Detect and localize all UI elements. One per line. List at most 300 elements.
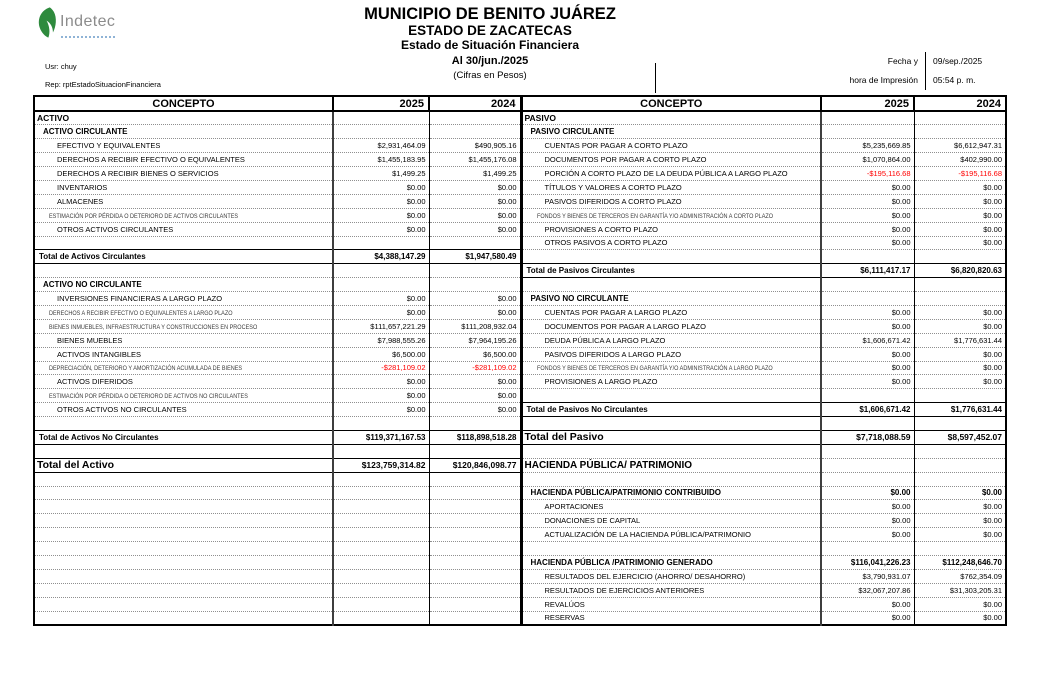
- row-value: $0.00: [914, 611, 1006, 625]
- row-value: [821, 444, 914, 458]
- print-info-values: [933, 52, 1033, 90]
- row-value: $0.00: [821, 514, 914, 528]
- row-label: [521, 375, 821, 389]
- row-label: [521, 556, 821, 570]
- row-value: $0.00: [821, 180, 914, 194]
- row-value: [333, 542, 429, 556]
- table-row: [34, 583, 1006, 597]
- row-label-text: ACTIVO CIRCULANTE: [43, 127, 128, 137]
- table-row: [34, 153, 1006, 167]
- row-label-text: HACIENDA PÚBLICA/ PATRIMONIO: [524, 459, 693, 471]
- row-value: [821, 278, 914, 292]
- row-label: [34, 556, 333, 570]
- row-value: $118,898,518.28: [429, 430, 521, 444]
- row-label-text: ACTIVO NO CIRCULANTE: [43, 280, 142, 290]
- table-row: [34, 556, 1006, 570]
- row-label: [521, 458, 821, 472]
- table-row: [34, 542, 1006, 556]
- row-label: [521, 583, 821, 597]
- row-label: [34, 278, 333, 292]
- table-row: [34, 319, 1006, 333]
- row-value: [333, 583, 429, 597]
- row-label: [521, 542, 821, 556]
- row-label: [34, 111, 333, 125]
- table-row: [34, 611, 1006, 625]
- row-value: $0.00: [821, 305, 914, 319]
- print-label-line1: Fecha y: [887, 56, 918, 66]
- row-value: [914, 278, 1006, 292]
- row-value: [429, 528, 521, 542]
- row-value: $123,759,314.82: [333, 458, 429, 472]
- row-label: [34, 180, 333, 194]
- row-label-text: PROVISIONES A LARGO PLAZO: [544, 377, 658, 387]
- row-label-text: OTROS ACTIVOS NO CIRCULANTES: [57, 405, 187, 415]
- table-row: [34, 264, 1006, 278]
- row-label-text: HACIENDA PÚBLICA/PATRIMONIO CONTRIBUIDO: [530, 488, 722, 498]
- row-value: $1,606,671.42: [821, 403, 914, 417]
- table-row: [34, 111, 1006, 125]
- row-value: $0.00: [914, 514, 1006, 528]
- table-row: [34, 167, 1006, 181]
- row-label: [34, 611, 333, 625]
- title-fecha-corte: Al 30/jun./2025: [451, 55, 529, 67]
- row-value: $0.00: [429, 194, 521, 208]
- row-label-text: ALMACENES: [57, 196, 104, 206]
- row-label: [521, 292, 821, 306]
- row-value: [821, 472, 914, 486]
- row-value: [429, 486, 521, 500]
- row-label-text: DEPRECIACIÓN, DETERIORO Y AMORTIZACIÓN ACUMULADA DE BIENES: [49, 365, 243, 373]
- row-value: $119,371,167.53: [333, 430, 429, 444]
- row-label-text: Total de Activos Circulantes: [39, 252, 146, 262]
- row-label: [521, 486, 821, 500]
- row-label: [521, 180, 821, 194]
- row-label-text: RESULTADOS DE EJERCICIOS ANTERIORES: [544, 585, 705, 595]
- row-value: $0.00: [821, 528, 914, 542]
- row-value: [333, 556, 429, 570]
- row-value: $0.00: [821, 222, 914, 236]
- row-label: [34, 528, 333, 542]
- row-label: [521, 153, 821, 167]
- row-label: [34, 125, 333, 139]
- row-value: $6,500.00: [429, 347, 521, 361]
- row-label-text: Total de Pasivos Circulantes: [526, 266, 635, 276]
- row-label: [521, 319, 821, 333]
- row-value: $1,499.25: [333, 167, 429, 181]
- row-label-text: BIENES INMUEBLES, INFRAESTRUCTURA Y CONSTRUCCIONES EN PROCESO: [49, 323, 258, 331]
- row-value: $0.00: [333, 305, 429, 319]
- row-value: [429, 542, 521, 556]
- row-label-text: TÍTULOS Y VALORES A CORTO PLAZO: [544, 182, 682, 192]
- row-label: [34, 417, 333, 431]
- table-row: [34, 444, 1006, 458]
- row-value: $0.00: [429, 305, 521, 319]
- row-value: [914, 111, 1006, 125]
- row-value: [429, 278, 521, 292]
- row-value: $1,606,671.42: [821, 333, 914, 347]
- table-row: [34, 403, 1006, 417]
- row-label-text: PASIVO: [524, 113, 556, 124]
- row-label: [521, 139, 821, 153]
- row-label-text: RESERVAS: [544, 613, 585, 623]
- row-value: $0.00: [914, 361, 1006, 375]
- row-value: [333, 125, 429, 139]
- row-label: [34, 430, 333, 444]
- row-value: $0.00: [821, 194, 914, 208]
- table-row: [34, 250, 1006, 264]
- row-label-text: ACTIVO: [37, 113, 70, 124]
- row-value: [914, 458, 1006, 472]
- table-row: [34, 194, 1006, 208]
- row-label: [521, 569, 821, 583]
- row-label-text: DERECHOS A RECIBIR EFECTIVO O EQUIVALENTES A LARGO PLAZO: [49, 309, 233, 317]
- table-row: [34, 180, 1006, 194]
- row-label: [521, 430, 821, 444]
- table-row: [34, 139, 1006, 153]
- row-value: $6,820,820.63: [914, 264, 1006, 278]
- row-value: $0.00: [821, 500, 914, 514]
- row-label: [34, 472, 333, 486]
- row-value: $7,964,195.26: [429, 333, 521, 347]
- row-label: [34, 139, 333, 153]
- row-value: [429, 569, 521, 583]
- row-value: [429, 597, 521, 611]
- row-value: [429, 444, 521, 458]
- row-value: $0.00: [429, 292, 521, 306]
- table-row: [34, 430, 1006, 444]
- row-value: [821, 111, 914, 125]
- row-label-text: INVERSIONES FINANCIERAS A LARGO PLAZO: [57, 294, 223, 304]
- row-value: $6,111,417.17: [821, 264, 914, 278]
- indetec-logo: [34, 6, 164, 46]
- row-value: [914, 542, 1006, 556]
- row-label: [521, 403, 821, 417]
- row-value: [914, 472, 1006, 486]
- row-value: [333, 472, 429, 486]
- table-row: [34, 208, 1006, 222]
- row-label: [34, 444, 333, 458]
- row-value: $1,499.25: [429, 167, 521, 181]
- row-value: $0.00: [333, 403, 429, 417]
- table-row: [34, 597, 1006, 611]
- row-value: $6,612,947.31: [914, 139, 1006, 153]
- row-label-text: INVENTARIOS: [57, 182, 108, 192]
- row-value: $1,947,580.49: [429, 250, 521, 264]
- row-label: [34, 292, 333, 306]
- row-label: [521, 194, 821, 208]
- row-label: [521, 264, 821, 278]
- row-value: [914, 389, 1006, 403]
- row-value: -$281,109.02: [333, 361, 429, 375]
- row-label-text: DOCUMENTOS POR PAGAR A CORTO PLAZO: [544, 155, 707, 165]
- row-value: $0.00: [333, 222, 429, 236]
- table-row: [34, 569, 1006, 583]
- row-label: [34, 542, 333, 556]
- row-value: [914, 250, 1006, 264]
- row-value: $0.00: [333, 194, 429, 208]
- row-value: $0.00: [914, 208, 1006, 222]
- table-row: [34, 292, 1006, 306]
- row-value: $5,235,669.85: [821, 139, 914, 153]
- row-value: [429, 417, 521, 431]
- print-label-line2: hora de Impresión: [849, 75, 918, 85]
- row-value: $0.00: [914, 347, 1006, 361]
- row-label: [521, 514, 821, 528]
- row-value: [429, 264, 521, 278]
- table-row: [34, 305, 1006, 319]
- row-label: [521, 222, 821, 236]
- table-row: [34, 389, 1006, 403]
- row-label: [521, 236, 821, 250]
- row-value: $0.00: [333, 180, 429, 194]
- table-row: [34, 458, 1006, 472]
- row-value: [333, 264, 429, 278]
- row-value: $0.00: [914, 180, 1006, 194]
- row-label-text: Total del Activo: [37, 459, 115, 472]
- table-header: [34, 96, 1006, 111]
- col-header-2025-left: 2025: [333, 96, 429, 111]
- row-label: [521, 111, 821, 125]
- row-label-text: PASIVO CIRCULANTE: [530, 127, 615, 137]
- row-value: [333, 417, 429, 431]
- row-label-text: PROVISIONES A CORTO PLAZO: [544, 224, 659, 234]
- row-value: $4,388,147.29: [333, 250, 429, 264]
- row-value: [821, 458, 914, 472]
- row-value: [333, 500, 429, 514]
- row-label: [34, 514, 333, 528]
- row-label: [521, 305, 821, 319]
- table-row: [34, 528, 1006, 542]
- row-value: $0.00: [821, 611, 914, 625]
- table-row: [34, 486, 1006, 500]
- col-header-2025-right: 2025: [821, 96, 914, 111]
- row-label: [521, 125, 821, 139]
- report-name-label: Rep: rptEstadoSituacionFinanciera: [45, 80, 161, 89]
- row-value: $31,303,205.31: [914, 583, 1006, 597]
- row-value: [821, 125, 914, 139]
- row-value: $0.00: [821, 347, 914, 361]
- row-label: [34, 389, 333, 403]
- row-label-text: OTROS ACTIVOS CIRCULANTES: [57, 224, 174, 234]
- title-cifras: (Cifras en Pesos): [453, 70, 527, 81]
- row-value: [333, 569, 429, 583]
- row-label-text: DONACIONES DE CAPITAL: [544, 516, 641, 526]
- row-value: $0.00: [914, 528, 1006, 542]
- table-row: [34, 278, 1006, 292]
- row-value: [333, 111, 429, 125]
- row-label-text: DEUDA PÚBLICA A LARGO PLAZO: [544, 335, 666, 345]
- print-time: 05:54 p. m.: [933, 75, 976, 85]
- table-row: [34, 236, 1006, 250]
- row-label: [521, 417, 821, 431]
- title-estado: ESTADO DE ZACATECAS: [408, 23, 572, 38]
- row-label: [34, 583, 333, 597]
- row-label-text: DERECHOS A RECIBIR EFECTIVO O EQUIVALENTES: [57, 155, 245, 165]
- row-value: $0.00: [333, 208, 429, 222]
- row-label-text: CUENTAS POR PAGAR A CORTO PLAZO: [544, 141, 688, 151]
- row-label-text: Total del Pasivo: [524, 431, 604, 444]
- row-value: $762,354.09: [914, 569, 1006, 583]
- row-value: $0.00: [821, 597, 914, 611]
- col-header-2024-left: 2024: [429, 96, 521, 111]
- row-label-text: PORCIÓN A CORTO PLAZO DE LA DEUDA PÚBLICA A LARGO PLAZO: [544, 169, 788, 178]
- row-label: [34, 361, 333, 375]
- row-value: $0.00: [821, 319, 914, 333]
- row-label: [34, 222, 333, 236]
- row-label-text: REVALÚOS: [544, 599, 585, 609]
- table-row: [34, 375, 1006, 389]
- row-label-text: DERECHOS A RECIBIR BIENES O SERVICIOS: [57, 169, 219, 178]
- print-info-divider: [925, 52, 926, 90]
- row-value: $0.00: [914, 597, 1006, 611]
- row-label: [34, 375, 333, 389]
- row-label-text: RESULTADOS DEL EJERCICIO (AHORRO/ DESAHORRO): [544, 571, 746, 581]
- row-label-text: DOCUMENTOS POR PAGAR A LARGO PLAZO: [544, 321, 706, 331]
- row-value: [333, 611, 429, 625]
- row-value: $0.00: [821, 236, 914, 250]
- row-value: $1,455,176.08: [429, 153, 521, 167]
- row-value: -$195,116.68: [821, 167, 914, 181]
- row-value: [821, 389, 914, 403]
- col-header-2024-right: 2024: [914, 96, 1006, 111]
- row-value: $1,776,631.44: [914, 333, 1006, 347]
- financial-table: [33, 95, 1007, 626]
- row-value: $6,500.00: [333, 347, 429, 361]
- row-label: [34, 458, 333, 472]
- row-label: [34, 347, 333, 361]
- row-value: [333, 528, 429, 542]
- row-label: [521, 389, 821, 403]
- row-value: $111,657,221.29: [333, 319, 429, 333]
- row-value: [333, 514, 429, 528]
- row-label-text: ACTIVOS INTANGIBLES: [57, 349, 142, 359]
- row-label-text: APORTACIONES: [544, 502, 604, 512]
- row-label-text: Total de Activos No Circulantes: [39, 432, 159, 442]
- row-value: [821, 250, 914, 264]
- row-value: $0.00: [429, 222, 521, 236]
- table-body: [34, 111, 1006, 625]
- row-value: $111,208,932.04: [429, 319, 521, 333]
- row-label-text: PASIVOS DIFERIDOS A LARGO PLAZO: [544, 349, 682, 359]
- row-value: $0.00: [914, 500, 1006, 514]
- row-value: [429, 514, 521, 528]
- row-value: $0.00: [333, 292, 429, 306]
- row-value: [914, 444, 1006, 458]
- row-label: [34, 250, 333, 264]
- row-value: -$195,116.68: [914, 167, 1006, 181]
- row-value: $0.00: [429, 208, 521, 222]
- brand-text: Indetec: [60, 13, 116, 30]
- row-value: $402,990.00: [914, 153, 1006, 167]
- row-label: [521, 208, 821, 222]
- row-value: $490,905.16: [429, 139, 521, 153]
- row-label: [521, 278, 821, 292]
- row-label: [34, 569, 333, 583]
- title-reporte: Estado de Situación Financiera: [400, 38, 580, 52]
- row-label: [521, 528, 821, 542]
- row-value: [429, 583, 521, 597]
- row-value: [914, 125, 1006, 139]
- row-label-text: EFECTIVO Y EQUIVALENTES: [57, 141, 161, 151]
- row-label: [521, 597, 821, 611]
- row-label: [34, 319, 333, 333]
- row-label: [34, 236, 333, 250]
- row-label: [521, 361, 821, 375]
- row-value: [333, 278, 429, 292]
- row-label-text: BIENES MUEBLES: [57, 335, 123, 345]
- row-label: [521, 444, 821, 458]
- row-label: [34, 167, 333, 181]
- row-label: [521, 250, 821, 264]
- row-value: [821, 292, 914, 306]
- row-label: [521, 500, 821, 514]
- row-value: [333, 444, 429, 458]
- row-label: [34, 500, 333, 514]
- row-value: $8,597,452.07: [914, 430, 1006, 444]
- row-value: $0.00: [429, 180, 521, 194]
- row-label: [34, 264, 333, 278]
- table-row: [34, 222, 1006, 236]
- row-label: [34, 486, 333, 500]
- row-value: $0.00: [429, 375, 521, 389]
- row-value: $0.00: [914, 319, 1006, 333]
- row-value: $0.00: [914, 236, 1006, 250]
- row-value: $0.00: [914, 486, 1006, 500]
- row-value: $112,248,646.70: [914, 556, 1006, 570]
- title-municipio: MUNICIPIO DE BENITO JUÁREZ: [364, 5, 616, 23]
- print-date: 09/sep./2025: [933, 56, 983, 66]
- table-row: [34, 347, 1006, 361]
- row-value: $0.00: [429, 389, 521, 403]
- row-label-text: ACTUALIZACIÓN DE LA HACIENDA PÚBLICA/PATRIMONIO: [544, 530, 751, 540]
- leaf-icon: [36, 6, 58, 38]
- row-label: [521, 333, 821, 347]
- row-value: [821, 542, 914, 556]
- title-block: [160, 5, 820, 82]
- col-header-concepto-right: CONCEPTO: [521, 96, 821, 111]
- row-value: $0.00: [429, 403, 521, 417]
- row-value: $0.00: [914, 222, 1006, 236]
- row-value: [429, 125, 521, 139]
- row-value: $0.00: [821, 361, 914, 375]
- row-label-text: ESTIMACIÓN POR PÉRDIDA O DETERIORO DE ACTIVOS CIRCULANTES: [49, 212, 239, 220]
- row-label: [34, 194, 333, 208]
- row-value: $3,790,931.07: [821, 569, 914, 583]
- table-row: [34, 125, 1006, 139]
- table-row: [34, 500, 1006, 514]
- row-label-text: Total de Pasivos No Circulantes: [526, 405, 648, 415]
- row-label: [521, 347, 821, 361]
- row-value: [429, 556, 521, 570]
- row-value: $1,455,183.95: [333, 153, 429, 167]
- row-label-text: PASIVO NO CIRCULANTE: [530, 294, 629, 304]
- row-label-text: ESTIMACIÓN POR PÉRDIDA O DETERIORO DE ACTIVOS NO CIRCULANTES: [49, 393, 248, 401]
- row-value: [914, 417, 1006, 431]
- logo-tagline-line: [61, 36, 117, 38]
- row-label-text: FONDOS Y BIENES DE TERCEROS EN GARANTÍA Y/O ADMINISTRACIÓN A CORTO PLAZO: [536, 212, 773, 220]
- row-value: $0.00: [821, 208, 914, 222]
- row-value: $0.00: [914, 194, 1006, 208]
- row-label-text: HACIENDA PÚBLICA /PATRIMONIO GENERADO: [530, 557, 713, 567]
- table-row: [34, 514, 1006, 528]
- row-value: $7,988,555.26: [333, 333, 429, 347]
- user-label: Usr: chuy: [45, 62, 77, 71]
- row-value: [333, 486, 429, 500]
- row-label: [34, 333, 333, 347]
- row-value: [333, 236, 429, 250]
- row-label: [34, 403, 333, 417]
- row-value: $0.00: [821, 486, 914, 500]
